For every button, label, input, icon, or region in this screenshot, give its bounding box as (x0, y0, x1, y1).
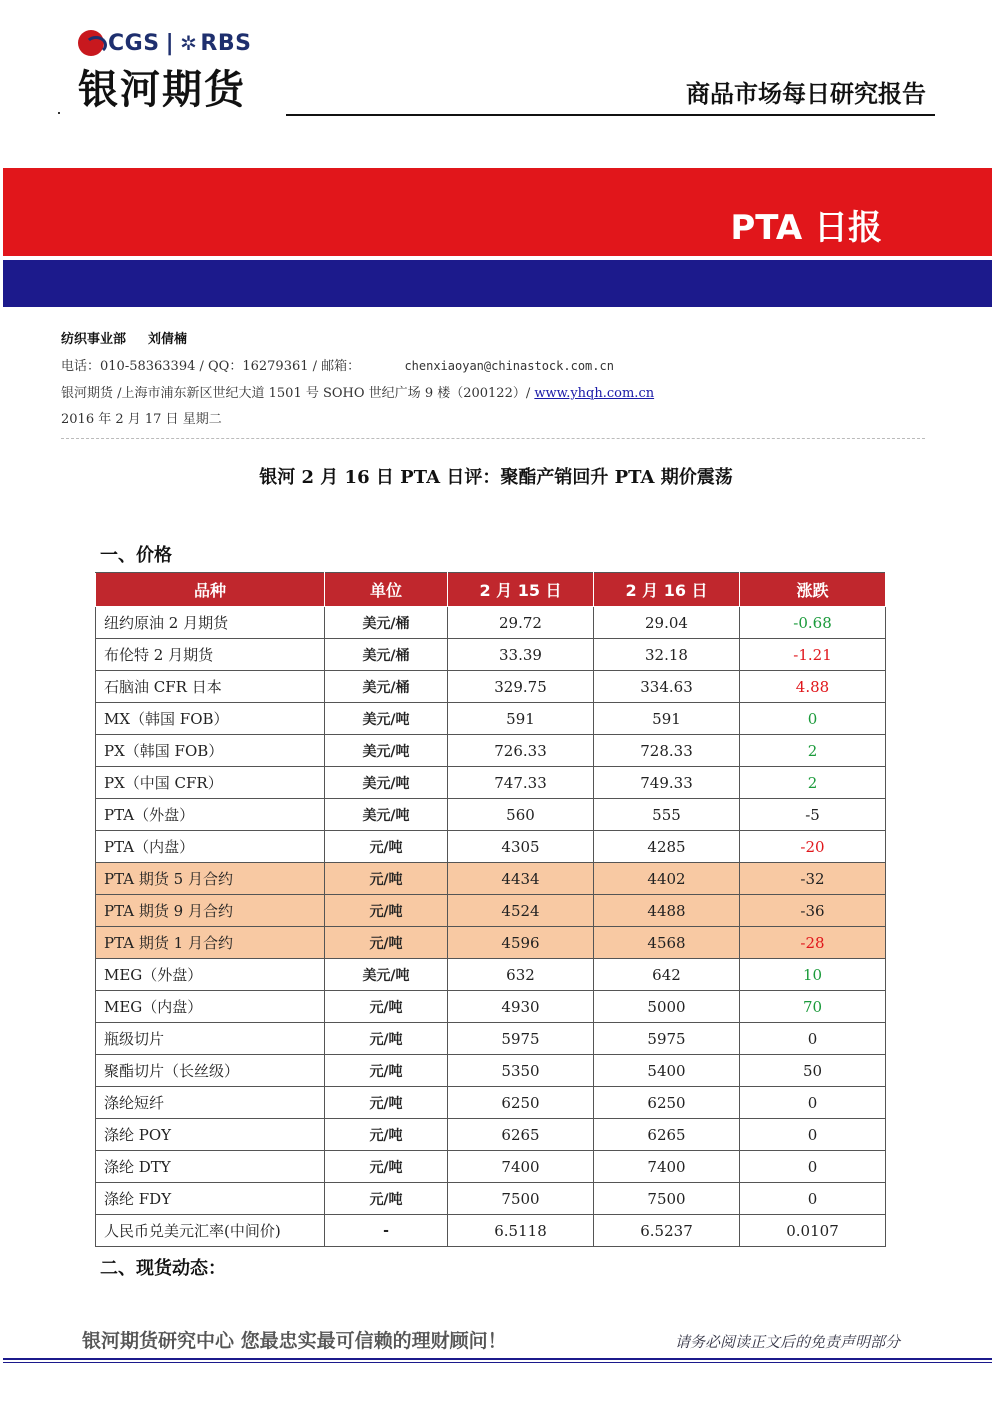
product-name-cell: 涤纶 POY (96, 1119, 325, 1151)
table-row (96, 639, 886, 671)
table-row (96, 1023, 886, 1055)
price-feb15-cell: 632 (448, 959, 594, 991)
price-feb16-cell: 4568 (594, 927, 740, 959)
unit-cell: 元/吨 (325, 1023, 448, 1055)
change-cell: 0.0107 (740, 1215, 886, 1247)
table-row (96, 927, 886, 959)
col-header-product: 品种 (96, 573, 325, 607)
product-name-cell: 纽约原油 2 月期货 (96, 607, 325, 639)
product-name-cell: PX（中国 CFR） (96, 767, 325, 799)
change-cell: -36 (740, 895, 886, 927)
price-feb16-cell: 4488 (594, 895, 740, 927)
table-row (96, 1087, 886, 1119)
table-header-row (96, 573, 886, 607)
product-name-cell: MEG（内盘） (96, 991, 325, 1023)
price-feb15-cell: 5350 (448, 1055, 594, 1087)
price-feb15-cell: 29.72 (448, 607, 594, 639)
contact-line: 电话：010-58363394 / QQ：16279361 / 邮箱： chenxiaoyan@chinastock.com.cn (61, 359, 614, 374)
product-name-cell: PTA（外盘） (96, 799, 325, 831)
price-feb15-cell: 4930 (448, 991, 594, 1023)
change-cell: 10 (740, 959, 886, 991)
col-header-unit: 单位 (325, 573, 448, 607)
product-name-cell: PTA（内盘） (96, 831, 325, 863)
unit-cell: 元/吨 (325, 1087, 448, 1119)
author-line (61, 328, 187, 347)
price-feb15-cell: 560 (448, 799, 594, 831)
table-row (96, 1215, 886, 1247)
unit-cell: 元/吨 (325, 1151, 448, 1183)
logo-chinese-name: 银河期货 (78, 67, 246, 113)
table-row (96, 1119, 886, 1151)
col-header-date1: 2 月 15 日 (448, 573, 594, 607)
unit-cell: - (325, 1215, 448, 1247)
price-table (95, 572, 886, 1247)
change-cell: 0 (740, 1023, 886, 1055)
product-name-cell: 布伦特 2 月期货 (96, 639, 325, 671)
product-name-cell: PTA 期货 9 月合约 (96, 895, 325, 927)
col-header-change: 涨跌 (740, 573, 886, 607)
change-cell: 4.88 (740, 671, 886, 703)
section-spot-heading: 二、现货动态： (100, 1258, 226, 1279)
unit-cell: 美元/桶 (325, 639, 448, 671)
unit-cell: 元/吨 (325, 1055, 448, 1087)
price-feb16-cell: 32.18 (594, 639, 740, 671)
price-feb16-cell: 5000 (594, 991, 740, 1023)
footer-divider (3, 1358, 992, 1360)
change-cell: -20 (740, 831, 886, 863)
dashed-divider (61, 438, 925, 439)
change-cell: 2 (740, 767, 886, 799)
price-feb16-cell: 7400 (594, 1151, 740, 1183)
footer-slogan: 银河期货研究中心 您最忠实最可信赖的理财顾问！ (82, 1330, 507, 1352)
department: 纺织事业部 (61, 332, 127, 347)
price-feb15-cell: 5975 (448, 1023, 594, 1055)
table-row (96, 607, 886, 639)
col-header-date2: 2 月 16 日 (594, 573, 740, 607)
table-row (96, 1055, 886, 1087)
price-feb15-cell: 7500 (448, 1183, 594, 1215)
price-feb15-cell: 6265 (448, 1119, 594, 1151)
unit-cell: 美元/吨 (325, 799, 448, 831)
price-feb15-cell: 4524 (448, 895, 594, 927)
change-cell: -28 (740, 927, 886, 959)
price-feb15-cell: 726.33 (448, 735, 594, 767)
product-name-cell: 涤纶 DTY (96, 1151, 325, 1183)
table-row (96, 1151, 886, 1183)
banner-stripe (3, 260, 992, 307)
price-feb15-cell: 4305 (448, 831, 594, 863)
price-feb16-cell: 5975 (594, 1023, 740, 1055)
unit-cell: 美元/吨 (325, 959, 448, 991)
banner-title: PTA 日报 (730, 208, 882, 248)
table-row (96, 831, 886, 863)
product-name-cell: 人民币兑美元汇率(中间价) (96, 1215, 325, 1247)
unit-cell: 美元/吨 (325, 703, 448, 735)
change-cell: 0 (740, 1151, 886, 1183)
logo-rbs-text: RBS (200, 30, 252, 56)
unit-cell: 元/吨 (325, 991, 448, 1023)
table-row (96, 671, 886, 703)
table-row (96, 959, 886, 991)
change-cell: -5 (740, 799, 886, 831)
price-feb15-cell: 4434 (448, 863, 594, 895)
price-feb16-cell: 4285 (594, 831, 740, 863)
price-feb15-cell: 6.5118 (448, 1215, 594, 1247)
change-cell: 50 (740, 1055, 886, 1087)
price-feb16-cell: 6265 (594, 1119, 740, 1151)
website-link[interactable]: www.yhqh.com.cn (534, 386, 655, 401)
change-cell: 70 (740, 991, 886, 1023)
price-feb16-cell: 642 (594, 959, 740, 991)
report-headline: 银河 2 月 16 日 PTA 日评：聚酯产销回升 PTA 期价震荡 (259, 467, 733, 488)
change-cell: 0 (740, 1087, 886, 1119)
author-name: 刘倩楠 (148, 332, 188, 347)
product-name-cell: PTA 期货 1 月合约 (96, 927, 325, 959)
unit-cell: 元/吨 (325, 927, 448, 959)
price-feb16-cell: 5400 (594, 1055, 740, 1087)
section-price-heading: 一、价格 (100, 545, 172, 566)
product-name-cell: MEG（外盘） (96, 959, 325, 991)
company-logo: CGS | ✲ RBS 银河期货 (78, 30, 252, 113)
product-name-cell: PTA 期货 5 月合约 (96, 863, 325, 895)
unit-cell: 元/吨 (325, 831, 448, 863)
table-row (96, 1183, 886, 1215)
footer-disclaimer: 请务必阅读正文后的免责声明部分 (674, 1333, 900, 1351)
table-row (96, 895, 886, 927)
price-feb15-cell: 747.33 (448, 767, 594, 799)
price-table-body (96, 607, 886, 1247)
price-feb15-cell: 4596 (448, 927, 594, 959)
unit-cell: 美元/桶 (325, 607, 448, 639)
change-cell: 2 (740, 735, 886, 767)
price-feb16-cell: 728.33 (594, 735, 740, 767)
price-feb16-cell: 6.5237 (594, 1215, 740, 1247)
change-cell: 0 (740, 1183, 886, 1215)
change-cell: 0 (740, 703, 886, 735)
price-feb15-cell: 591 (448, 703, 594, 735)
cgs-logo-icon (78, 30, 104, 56)
product-name-cell: MX（韩国 FOB） (96, 703, 325, 735)
table-row (96, 799, 886, 831)
change-cell: -32 (740, 863, 886, 895)
table-row (96, 767, 886, 799)
table-row (96, 735, 886, 767)
price-feb16-cell: 591 (594, 703, 740, 735)
price-feb16-cell: 334.63 (594, 671, 740, 703)
product-name-cell: 石脑油 CFR 日本 (96, 671, 325, 703)
email: chenxiaoyan@chinastock.com.cn (404, 359, 614, 373)
change-cell: -0.68 (740, 607, 886, 639)
change-cell: -1.21 (740, 639, 886, 671)
unit-cell: 元/吨 (325, 895, 448, 927)
table-row (96, 863, 886, 895)
price-feb16-cell: 4402 (594, 863, 740, 895)
unit-cell: 美元/吨 (325, 767, 448, 799)
price-feb16-cell: 6250 (594, 1087, 740, 1119)
product-name-cell: 涤纶 FDY (96, 1183, 325, 1215)
header-divider (286, 114, 935, 116)
unit-cell: 美元/桶 (325, 671, 448, 703)
product-name-cell: 聚酯切片（长丝级） (96, 1055, 325, 1087)
price-feb15-cell: 33.39 (448, 639, 594, 671)
rbs-logo-icon: ✲ (180, 31, 198, 55)
product-name-cell: 瓶级切片 (96, 1023, 325, 1055)
price-feb16-cell: 749.33 (594, 767, 740, 799)
unit-cell: 美元/吨 (325, 735, 448, 767)
address-line: 银河期货 /上海市浦东新区世纪大道 1501 号 SOHO 世纪广场 9 楼（200122）/ www.yhqh.com.cn (61, 386, 655, 401)
table-row (96, 703, 886, 735)
logo-cgs-text: CGS (108, 30, 160, 56)
report-date: 2016 年 2 月 17 日 星期二 (61, 412, 222, 427)
unit-cell: 元/吨 (325, 1119, 448, 1151)
price-feb15-cell: 6250 (448, 1087, 594, 1119)
unit-cell: 元/吨 (325, 863, 448, 895)
price-feb16-cell: 555 (594, 799, 740, 831)
price-feb16-cell: 7500 (594, 1183, 740, 1215)
price-feb15-cell: 329.75 (448, 671, 594, 703)
report-type-title: 商品市场每日研究报告 (686, 80, 926, 108)
price-feb16-cell: 29.04 (594, 607, 740, 639)
table-row (96, 991, 886, 1023)
product-name-cell: 涤纶短纤 (96, 1087, 325, 1119)
product-name-cell: PX（韩国 FOB） (96, 735, 325, 767)
unit-cell: 元/吨 (325, 1183, 448, 1215)
price-feb15-cell: 7400 (448, 1151, 594, 1183)
change-cell: 0 (740, 1119, 886, 1151)
